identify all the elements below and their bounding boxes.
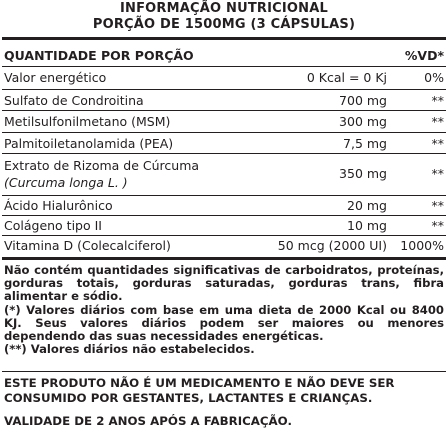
nutrient-vd: **	[431, 136, 444, 151]
nutrient-quantity: 7,5 mg	[343, 136, 387, 151]
table-row	[4, 157, 444, 195]
nutrient-name: Vitamina D (Colecalciferol)	[4, 238, 171, 253]
nutrient-quantity: 0 Kcal = 0 Kj	[306, 70, 387, 85]
nutrient-name	[4, 157, 199, 191]
not-significant-note: Não contém quantidades significativas de carboidratos, proteínas, gorduras totais, gorduras saturadas, gorduras trans, fibra alimentar e sódio.	[4, 263, 444, 304]
nutrient-vd: 1000%	[400, 238, 444, 253]
nutrient-name: Colágeno tipo II	[4, 218, 102, 233]
nutrient-quantity: 10 mg	[347, 218, 387, 233]
table-row	[4, 238, 444, 258]
row-divider	[2, 132, 446, 133]
nutrient-name: Sulfato de Condroitina	[4, 93, 144, 108]
footnote-not-established: (**) Valores diários não estabelecidos.	[4, 342, 255, 357]
nutrient-quantity: 20 mg	[347, 198, 387, 213]
nutrient-name: Ácido Hialurônico	[4, 198, 113, 213]
label-notes	[4, 264, 444, 356]
label-validity	[4, 414, 444, 429]
title-line-2: PORÇÃO DE 1500MG (3 CÁPSULAS)	[92, 17, 356, 32]
nutrient-vd: **	[431, 114, 444, 129]
nutrient-quantity: 50 mcg (2000 UI)	[277, 238, 387, 253]
nutrient-name: Metilsulfonilmetano (MSM)	[4, 114, 171, 129]
nutrient-name: Valor energético	[4, 70, 107, 85]
nutrient-vd: **	[431, 93, 444, 108]
nutrient-name-main: Extrato de Rizoma de Cúrcuma	[4, 158, 200, 173]
nutrient-quantity: 700 mg	[339, 93, 387, 108]
header-divider	[2, 66, 446, 67]
header-quantity: QUANTIDADE POR PORÇÃO	[4, 48, 194, 63]
nutrient-name: Palmitoiletanolamida (PEA)	[4, 136, 174, 151]
nutrient-quantity: 300 mg	[339, 114, 387, 129]
row-divider	[2, 235, 446, 236]
nutrient-quantity: 350 mg	[339, 166, 387, 181]
header-vd: %VD*	[404, 48, 444, 63]
table-row	[4, 114, 444, 134]
row-divider	[2, 110, 446, 111]
row-divider	[2, 89, 446, 90]
validity-text: VALIDADE DE 2 ANOS APÓS A FABRICAÇÃO.	[4, 414, 292, 428]
warning-text: ESTE PRODUTO NÃO É UM MEDICAMENTO E NÃO DEVE SER CONSUMIDO POR GESTANTES, LACTANTES E CRIANÇAS.	[4, 376, 395, 405]
row-divider	[2, 195, 446, 196]
row-divider	[2, 153, 446, 154]
notes-divider	[2, 371, 446, 372]
table-header	[4, 47, 444, 65]
row-divider	[2, 215, 446, 216]
nutrient-vd: 0%	[424, 70, 444, 85]
label-footer	[4, 376, 444, 406]
nutrient-vd: **	[431, 166, 444, 181]
table-row	[4, 70, 444, 90]
top-divider	[2, 37, 446, 40]
footnote-daily-values: (*) Valores diários com base em uma dieta de 2000 Kcal ou 8400 KJ. Seus valores diários podem ser maiores ou menores dependendo das suas necessidades energéticas.	[4, 302, 444, 344]
title-line-1: INFORMAÇÃO NUTRICIONAL	[119, 1, 329, 16]
nutrient-vd: **	[431, 198, 444, 213]
table-bottom-divider	[2, 257, 446, 260]
nutrient-vd: **	[431, 218, 444, 233]
nutrient-botanical-name: (Curcuma longa L. )	[4, 175, 128, 190]
